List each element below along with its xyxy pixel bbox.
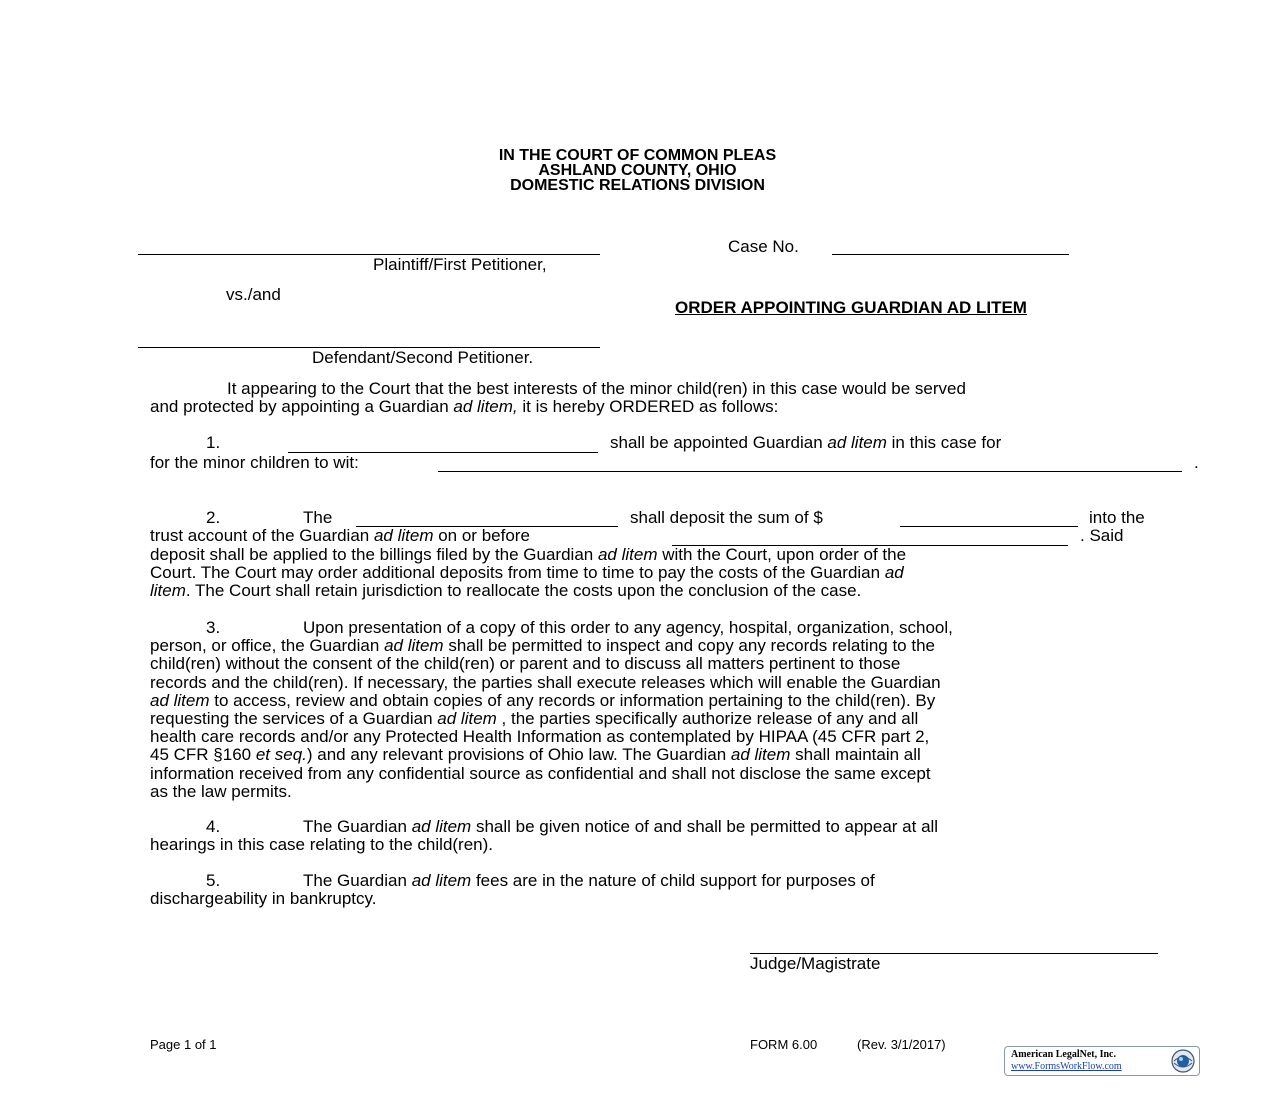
form-number: FORM 6.00 — [750, 1037, 818, 1052]
globe-icon — [1171, 1049, 1195, 1073]
intro-paragraph: It appearing to the Court that the best interests of the minor child(ren) in this case would be served and protected by appointing a Guardian ad litem, it is hereby ORDERED as follows: — [150, 380, 1202, 416]
item-3-number: 3. — [206, 618, 221, 637]
item-1-children-label: for the minor children to wit: — [150, 453, 359, 472]
item-5-number: 5. — [206, 871, 221, 890]
court-county: ASHLAND COUNTY, OHIO — [538, 162, 737, 179]
logo-brand-text: American LegalNet, Inc. — [1011, 1049, 1116, 1060]
intro-line-1: It appearing to the Court that the best interests of the minor child(ren) in this case would be served — [227, 379, 966, 398]
plaintiff-label: Plaintiff/First Petitioner, — [373, 255, 547, 274]
americanlegalnet-logo[interactable] — [1004, 1046, 1200, 1076]
judge-label: Judge/Magistrate — [750, 954, 881, 973]
page-number: Page 1 of 1 — [150, 1037, 217, 1052]
item-2-paragraph: deposit shall be applied to the billings filed by the Guardian ad litem with the Court, upon order of the Court. The Court may order additional deposits from time to time to pay the costs of the Guardian ad litem. The Court shall retain jurisdiction to reallocate the costs upon the conclusion of the case. — [150, 545, 907, 601]
vs-label: vs./and — [226, 285, 281, 304]
children-names-line[interactable] — [438, 471, 1182, 472]
court-name: IN THE COURT OF COMMON PLEAS — [498, 147, 777, 164]
item-4-paragraph: The Guardian ad litem shall be given notice of and shall be permitted to appear at all hearings in this case relating to the child(ren). — [150, 817, 939, 855]
case-no-label: Case No. — [728, 237, 799, 256]
court-division: DOMESTIC RELATIONS DIVISION — [510, 177, 765, 194]
logo-url-link[interactable]: www.FormsWorkFlow.com — [1011, 1061, 1122, 1072]
item-5-paragraph: The Guardian ad litem fees are in the nature of child support for purposes of dischargeability in bankruptcy. — [150, 871, 875, 909]
deposit-amount-line[interactable] — [900, 526, 1078, 527]
defendant-label: Defendant/Second Petitioner. — [312, 348, 534, 367]
order-title: ORDER APPOINTING GUARDIAN AD LITEM — [675, 298, 1027, 317]
item-4-number: 4. — [206, 817, 221, 836]
item-3-paragraph: Upon presentation of a copy of this order to any agency, hospital, organization, school, person, or office, the Guardian ad litem shall be permitted to inspect and copy any records relating to the child(ren) without the consent of the child(ren) or parent and to discuss all matters pertinent to those records and the child(ren). If necessary, the parties shall execute releases which will enable the Guardian ad litem to access, review and obtain copies of any records or information pertaining to the child(ren). By requesting the services of a Guardian ad litem , the parties specifically authorize release of any and all health care records and/or any Protected Health Information as contemplated by HIPAA (45 CFR part 2, 45 CFR §160 et seq.) and any relevant provisions of Ohio law. The Guardian ad litem shall maintain all information received from any confidential source as confidential and shall not disclose the same except as the law permits. — [150, 618, 953, 801]
case-no-line[interactable] — [832, 254, 1069, 255]
item-2-number: 2. — [206, 508, 221, 527]
form-revision: (Rev. 3/1/2017) — [857, 1037, 946, 1052]
item-1-number: 1. — [206, 433, 221, 452]
item-2-trust-text: trust account of the Guardian ad litem on or before — [150, 526, 530, 545]
item-1-text: shall be appointed Guardian ad litem in this case for — [610, 433, 1002, 452]
